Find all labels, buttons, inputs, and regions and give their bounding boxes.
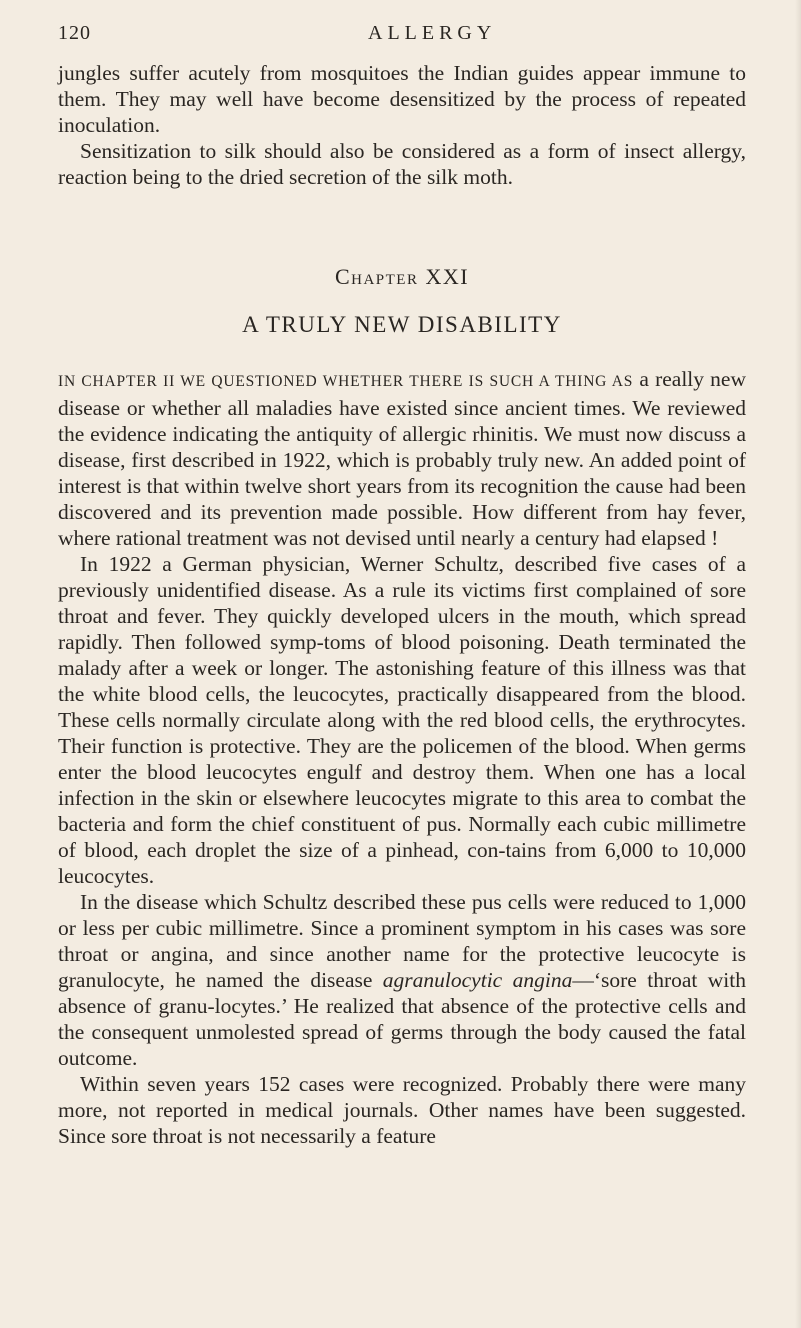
intro-text xyxy=(58,60,746,190)
running-head xyxy=(58,22,746,52)
body-paragraph-4: Within seven years 152 cases were recognized. Probably there were many more, not reported in medical journals. Other names have been suggested. Since sore throat is not necessarily a feature xyxy=(58,1072,746,1148)
page-edge-shadow xyxy=(795,0,801,1328)
body-paragraph-3-end: —‘sore throat with absence of granu-locytes.’ He realized that absence of the protective cells and the consequent unmolested spread of germs through the body caused the fatal outcome. xyxy=(58,968,746,1070)
chapter-body xyxy=(58,366,746,1149)
running-title: ALLERGY xyxy=(368,22,497,44)
body-paragraph-1-text: a really new disease or whether all maladies have existed since ancient times. We reviewed the evidence indicating the antiquity of allergic rhinitis. We must now discuss a disease, first described in 1922, which is probably truly new. An added point of interest is that within twelve short years from its recognition the cause had been discovered and its prevention made possible. How different from hay fever, where rational treatment was not devised until nearly a century had elapsed ! xyxy=(58,367,747,550)
intro-paragraph-2: Sensitization to silk should also be considered as a form of insect allergy, reaction being to the dried secretion of the silk moth. xyxy=(58,139,746,189)
body-paragraph-3-start: In the disease which Schultz described these pus cells were reduced to 1,000 or less per cubic millimetre. Since a prominent symptom in his cases was sore throat or angina, and since another name for the protective leucocyte is granulocyte, he named the disease xyxy=(58,890,746,992)
body-paragraph-2: In 1922 a German physician, Werner Schultz, described five cases of a previously unidentified disease. As a rule its victims first complained of sore throat and fever. They quickly developed ulcers in the mouth, which spread rapidly. Then followed symp-toms of blood poisoning. Death terminated the malady after a week or longer. The astonishing feature of this illness was that the white blood cells, the leucocytes, practically disappeared from the blood. These cells normally circulate along with the red blood cells, the erythrocytes. Their function is protective. They are the policemen of the blood. When germs enter the blood leucocytes engulf and destroy them. When one has a local infection in the skin or elsewhere leucocytes migrate to this area to combat the bacteria and form the chief constituent of pus. Normally each cubic millimetre of blood, each droplet the size of a pinhead, con-tains from 6,000 to 10,000 leucocytes. xyxy=(58,552,746,888)
body-paragraph-1 xyxy=(58,366,746,551)
disease-term: agranulocytic angina xyxy=(382,968,573,992)
opening-small-caps: IN CHAPTER II WE QUESTIONED WHETHER THERE IS SUCH A THING AS xyxy=(58,373,634,390)
page-number: 120 xyxy=(58,22,91,44)
body-paragraph-3 xyxy=(58,889,746,1071)
chapter-title: A TRULY NEW DISABILITY xyxy=(242,312,562,337)
intro-paragraph-1: jungles suffer acutely from mosquitoes the Indian guides appear immune to them. They may well have become desensitized by the process of repeated inoculation. xyxy=(58,61,746,137)
chapter-number: Chapter XXI xyxy=(334,264,470,289)
